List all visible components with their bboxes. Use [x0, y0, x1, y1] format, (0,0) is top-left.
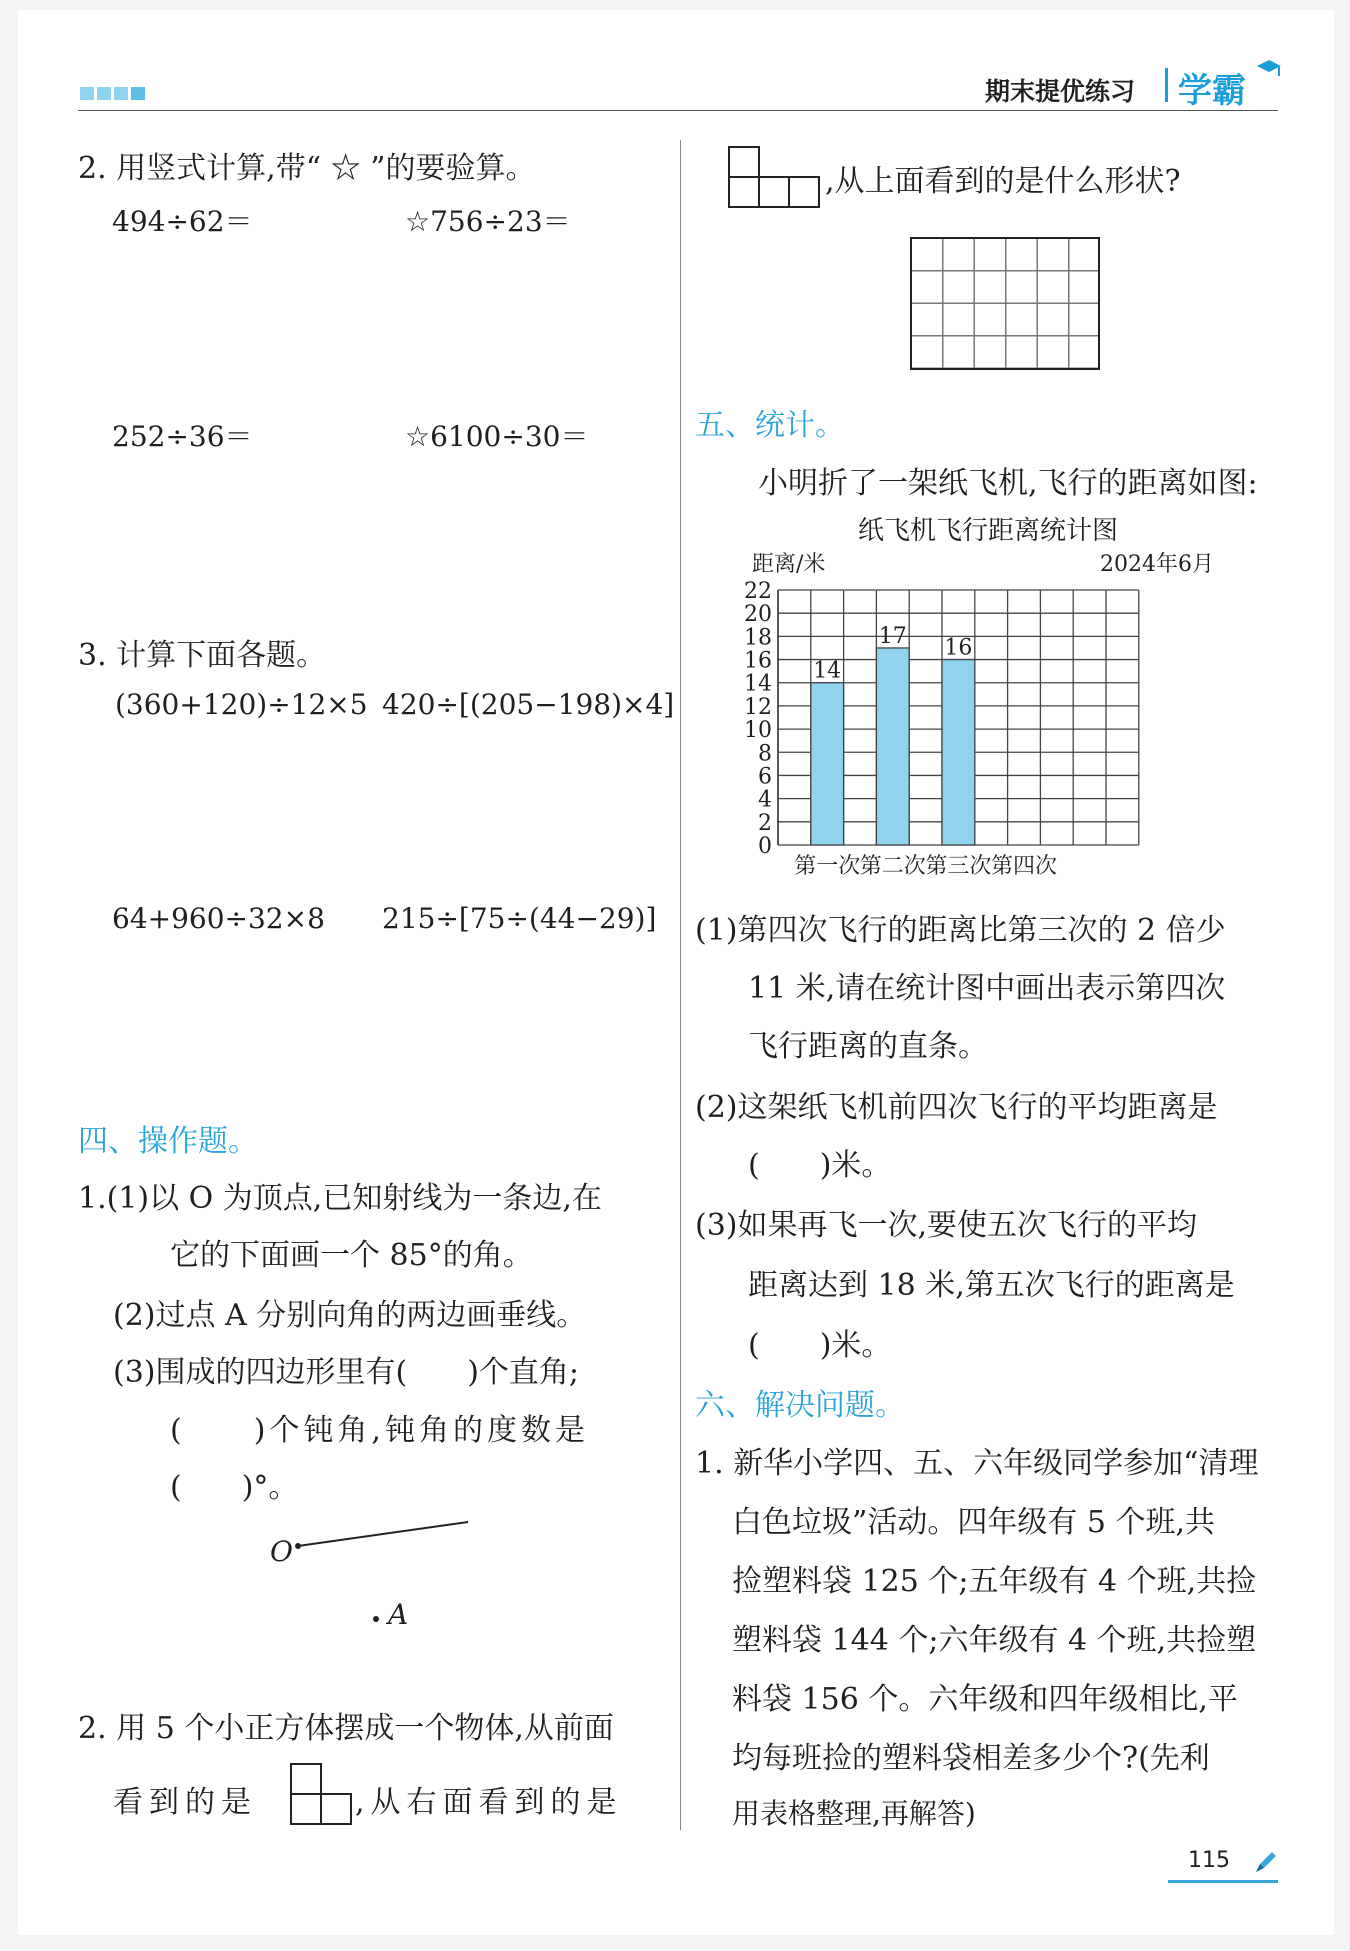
chart-ylabel: 距离/米: [752, 552, 826, 577]
graduation-cap-icon: [1255, 56, 1283, 78]
data-label: 17: [878, 623, 907, 649]
y-tick-label: 8: [758, 741, 772, 767]
sec4-q2-line2a: 看到的是: [113, 1785, 257, 1820]
bar: [876, 648, 909, 845]
q3-item: 64+960÷32×8: [112, 902, 325, 935]
section-5-title: 五、统计。: [695, 408, 845, 443]
q2-item: ☆6100÷30＝: [405, 420, 589, 453]
header-decor-square: [97, 87, 111, 100]
chart-title: 纸飞机飞行距离统计图: [857, 516, 1119, 546]
point-a-label: A: [388, 1598, 409, 1631]
point-a-dot: [373, 1616, 379, 1622]
sec5-q1-line2: 11 米,请在统计图中画出表示第四次: [748, 971, 1226, 1006]
sec4-q1-3-line3: ( )°。: [170, 1470, 299, 1505]
q2-title: 2. 用竖式计算,带“ ☆ ”的要验算。: [78, 151, 536, 186]
q2-item: 252÷36＝: [112, 420, 253, 453]
header-divider: [1165, 68, 1168, 102]
q2-item: ☆756÷23＝: [405, 205, 571, 238]
sec6-line: 捡塑料袋 125 个;五年级有 4 个班,共捡: [732, 1564, 1257, 1599]
y-tick-label: 10: [744, 718, 772, 744]
sec5-q1-line1: (1)第四次飞行的距离比第三次的 2 倍少: [695, 913, 1226, 948]
sec5-q2-answer[interactable]: ( )米。: [748, 1148, 892, 1183]
y-tick-label: 18: [744, 625, 772, 651]
y-tick-label: 16: [744, 648, 772, 674]
header-decor-square: [131, 87, 145, 100]
sec4-q1-3-line2: ( )个钝角,钝角的度数是: [170, 1413, 589, 1448]
bar: [811, 683, 844, 845]
sec4-q1-2: (2)过点 A 分别向角的两边画垂线。: [113, 1298, 587, 1333]
sec4-q1-line2: 它的下面画一个 85°的角。: [170, 1238, 533, 1273]
section-4-title: 四、操作题。: [78, 1124, 258, 1159]
sec6-line: 料袋 156 个。六年级和四年级相比,平: [732, 1682, 1238, 1717]
sec6-line: 均每班捡的塑料袋相差多少个?(先利: [732, 1741, 1210, 1776]
sec5-q3-line1: (3)如果再飞一次,要使五次飞行的平均: [695, 1208, 1198, 1243]
sec5-q3-line2: 距离达到 18 米,第五次飞行的距离是: [748, 1268, 1235, 1303]
y-tick-label: 2: [758, 810, 772, 836]
top-view-question: ,从上面看到的是什么形状?: [825, 164, 1181, 199]
sec4-q1-3-line1: (3)围成的四边形里有( )个直角;: [113, 1355, 580, 1390]
q3-title: 3. 计算下面各题。: [78, 638, 327, 673]
sec5-q2-line1: (2)这架纸飞机前四次飞行的平均距离是: [695, 1090, 1218, 1125]
pencil-icon: [1252, 1850, 1278, 1876]
chart-date: 2024年6月: [1100, 552, 1214, 577]
answer-dot-grid[interactable]: [910, 237, 1100, 370]
sec4-q2-line2b: ,从右面看到的是: [355, 1785, 623, 1820]
sec4-q1-line1: 1.(1)以 O 为顶点,已知射线为一条边,在: [78, 1181, 602, 1216]
header-decor-square: [114, 87, 128, 100]
x-tick-label: 第一次: [794, 854, 861, 879]
point-o-label: O: [270, 1535, 293, 1568]
ray-o: [290, 1510, 480, 1560]
header-title: 期末提优练习: [985, 77, 1136, 106]
data-label: 14: [813, 658, 842, 684]
q3-item: (360+120)÷12×5: [115, 688, 368, 721]
data-label: 16: [944, 635, 973, 661]
x-tick-label: 第二次: [859, 854, 926, 879]
bar: [942, 660, 975, 845]
brand-logo: 学霸: [1178, 71, 1246, 111]
sec5-intro: 小明折了一架纸飞机,飞行的距离如图:: [758, 466, 1258, 501]
header-rule: [78, 110, 1278, 111]
y-tick-label: 0: [758, 834, 772, 859]
y-tick-label: 12: [744, 694, 772, 720]
sec6-line: 塑料袋 144 个;六年级有 4 个班,共捡塑: [732, 1623, 1257, 1658]
y-tick-label: 22: [744, 579, 772, 604]
sec6-line: 1. 新华小学四、五、六年级同学参加“清理: [695, 1446, 1259, 1481]
q3-item: 420÷[(205−198)×4]: [382, 688, 675, 721]
sec6-line: 白色垃圾”活动。四年级有 5 个班,共: [732, 1505, 1216, 1540]
sec5-q3-answer[interactable]: ( )米。: [748, 1328, 892, 1363]
sec4-q2-line1: 2. 用 5 个小正方体摆成一个物体,从前面: [78, 1711, 614, 1746]
header-decor-square: [80, 87, 94, 100]
y-tick-label: 6: [758, 764, 772, 790]
y-tick-label: 14: [744, 671, 772, 697]
section-6-title: 六、解决问题。: [695, 1388, 905, 1423]
sec6-line: 用表格整理,再解答): [732, 1797, 976, 1830]
x-tick-label: 第四次: [990, 854, 1058, 879]
column-divider: [680, 140, 681, 1830]
q3-item: 215÷[75÷(44−29)]: [382, 902, 657, 935]
q2-item: 494÷62＝: [112, 205, 253, 238]
bar-chart: [690, 505, 1250, 885]
page-number: 115: [1188, 1848, 1230, 1873]
page-number-bar: [1168, 1880, 1278, 1883]
y-tick-label: 20: [744, 602, 772, 628]
x-tick-label: 第三次: [925, 854, 992, 879]
y-tick-label: 4: [758, 787, 772, 813]
sec5-q1-line3: 飞行距离的直条。: [748, 1029, 988, 1064]
